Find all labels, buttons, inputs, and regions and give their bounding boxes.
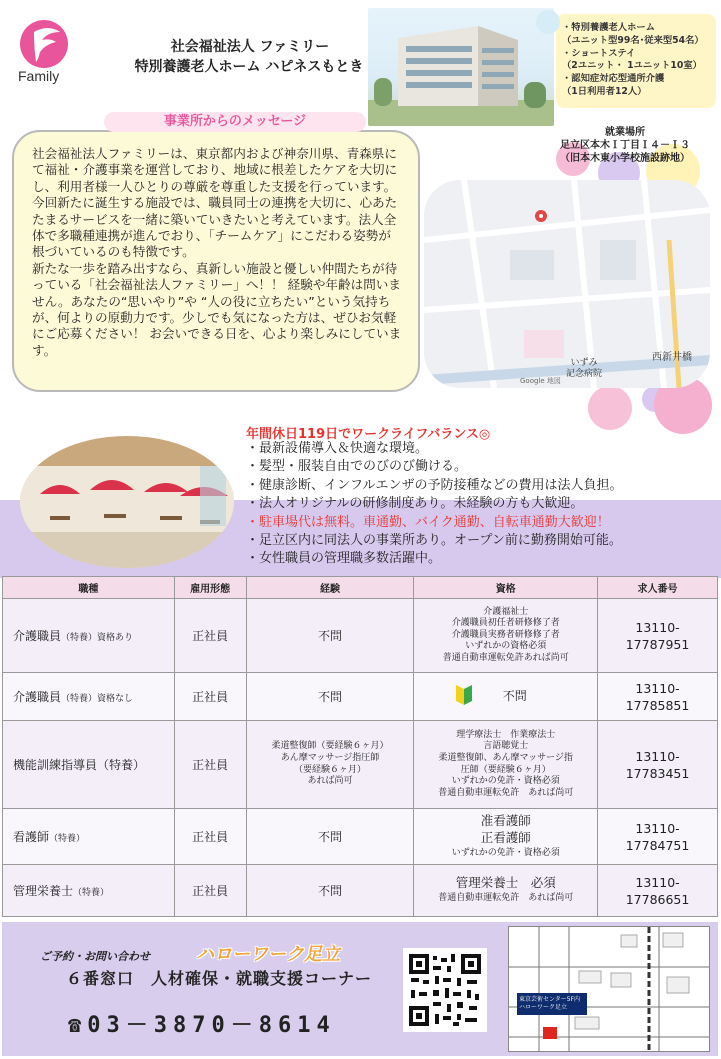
job-number-prefix: 13110- — [635, 748, 680, 764]
hellowork-name: ハローワーク足立 — [196, 944, 340, 965]
qr-code[interactable] — [403, 948, 487, 1032]
experience-line: あん摩マッサージ指圧師 — [280, 752, 380, 763]
qualification-main: 管理栄養士 必須 — [455, 875, 556, 891]
qualification-line: 介護職員実務者研修修了者 — [451, 629, 560, 640]
worklife-list — [246, 440, 622, 569]
phone-number[interactable]: ☎03－3870－8614 — [68, 1013, 336, 1038]
qualification-line: いずれかの免許・資格必須 — [451, 847, 560, 858]
service-line: ・ショートステイ — [562, 47, 636, 59]
map-callout-line: 東京芸術センター5F内 — [519, 996, 581, 1003]
experience-cell — [246, 721, 414, 809]
role-cell — [3, 599, 175, 673]
hellowork-map — [508, 926, 710, 1052]
org-name: 社会福祉法人 ファミリー — [170, 39, 330, 55]
message-title: 事業所からのメッセージ — [104, 112, 366, 132]
role-cell — [3, 721, 175, 809]
role-name: 介護職員 — [13, 690, 62, 704]
role-note: （特養） — [73, 888, 110, 898]
map-label-station: 西新井橋 — [652, 352, 692, 363]
role-note: （特養）資格なし — [61, 694, 134, 704]
qualification-cell — [414, 721, 598, 809]
table-row — [3, 865, 718, 917]
table-header-row — [3, 577, 718, 599]
worklife-item: ・法人オリジナルの研修制度あり。未経験の方も大歓迎。 — [246, 496, 584, 512]
job-number-cell — [598, 865, 718, 917]
job-number: 17785851 — [625, 697, 690, 713]
qualification-cell — [414, 809, 598, 865]
qualification-main: 正看護師 — [480, 829, 531, 845]
map-attribution: Google 地図 — [520, 377, 561, 385]
map-label-hospital — [566, 358, 602, 380]
job-number-prefix: 13110- — [635, 820, 680, 836]
job-number: 17784751 — [625, 837, 690, 853]
header-experience: 経験 — [246, 577, 414, 599]
map-label-hospital-line: いずみ — [570, 358, 598, 368]
experience-cell: 不問 — [246, 809, 414, 865]
table-row — [3, 599, 718, 673]
experience-line: 柔道整復師（要経験６ヶ月） — [271, 741, 389, 752]
role-note: （特養） — [49, 834, 86, 844]
job-number: 17783451 — [625, 765, 690, 781]
services-box — [556, 14, 716, 108]
type-cell: 正社員 — [174, 865, 246, 917]
experience-line: あれば尚可 — [307, 776, 353, 787]
map-label-hospital-line: 記念病院 — [566, 369, 603, 379]
experience-line: （要経験６ヶ月） — [293, 764, 366, 775]
qualification-main: 准看護師 — [480, 812, 531, 828]
job-number-cell — [598, 673, 718, 721]
role-name: 介護職員 — [13, 629, 62, 643]
job-number-prefix: 13110- — [635, 680, 680, 696]
table-row — [3, 721, 718, 809]
logo-wordmark: Family — [18, 68, 60, 84]
job-number-cell — [598, 721, 718, 809]
worklife-item: ・髪型・服装自由でのびのび働ける。 — [246, 459, 468, 475]
job-number: 17787951 — [625, 636, 690, 652]
header-type: 雇用形態 — [174, 577, 246, 599]
job-number-prefix: 13110- — [635, 619, 680, 635]
role-note: （特養）資格あり — [61, 633, 134, 643]
role-cell — [3, 865, 175, 917]
service-line: （1日利用者12人） — [562, 85, 647, 97]
family-logo-icon — [14, 18, 78, 70]
role-name: 管理栄養士 — [13, 884, 74, 898]
workplace-note: （旧本木東小学校施設跡地） — [560, 153, 690, 164]
qualification-line: 介護職員初任者研修修了者 — [451, 618, 560, 629]
experience-cell: 不問 — [246, 673, 414, 721]
map-callout-line: ハローワーク足立 — [519, 1004, 568, 1011]
role-cell — [3, 673, 175, 721]
role-name: 機能訓練指導員（特養） — [13, 758, 146, 772]
workplace-info — [540, 126, 710, 165]
job-number: 17786651 — [625, 891, 690, 907]
worklife-title: 年間休日119日でワークライフバランス◎ — [246, 427, 491, 442]
service-line: ・認知症対応型通所介護 — [562, 73, 665, 85]
qualification-line: 圧師（要経験６ヶ月） — [460, 764, 551, 775]
qualification-line: いずれかの資格必須 — [465, 641, 547, 652]
location-map — [424, 180, 710, 388]
qualification-cell — [414, 865, 598, 917]
contact-label: ご予約・お問い合わせ — [40, 950, 150, 963]
message-body: 新たな一歩を踏み出すなら、真新しい施設と優しい仲間たちが待っている「社会福祉法人ファミリー」へ！！ 経験や年齢は問いません。あなたの“思いやり”や “人の役に立ちたい”という気持ちが、何よりの原動力です。少しでも気になった方は、ぜひお気軽にご応募ください！ お会いできる日を、心より楽しみにしています。 — [32, 260, 402, 358]
qualification-line: 普通自動車運転免許あれば尚可 — [442, 652, 569, 663]
qualification-line: 普通自動車運転免許 あれば尚可 — [438, 893, 574, 904]
header-job-number: 求人番号 — [598, 577, 718, 599]
jobs-table — [2, 576, 718, 917]
job-number-cell — [598, 599, 718, 673]
qualification-line: 不問 — [502, 689, 527, 703]
type-cell: 正社員 — [174, 673, 246, 721]
type-cell: 正社員 — [174, 599, 246, 673]
worklife-item-highlight: ・駐車場代は無料。車通勤、バイク通勤、自転車通勤大歓迎！ — [246, 514, 610, 530]
job-number-prefix: 13110- — [635, 874, 680, 890]
qualification-line: 柔道整復師、あん摩マッサージ指 — [438, 752, 573, 763]
worklife-item: ・女性職員の管理職多数活躍中。 — [246, 551, 442, 567]
workplace-label: 就業場所 — [605, 127, 645, 138]
cafe-photo — [20, 436, 234, 568]
header-role: 職種 — [3, 577, 175, 599]
type-cell: 正社員 — [174, 721, 246, 809]
table-row — [3, 673, 718, 721]
worklife-item: ・健康診断、インフルエンザの予防接種などの費用は法人負担。 — [246, 477, 623, 493]
service-line: ・特別養護老人ホーム — [562, 22, 655, 33]
qualification-line: いずれかの免許・資格必須 — [451, 776, 560, 787]
service-line: （2ユニット・ 1ユニット10室） — [562, 60, 702, 72]
map-callout — [519, 996, 580, 1012]
facility-name: 特別養護老人ホーム ハピネスもとき — [134, 59, 364, 75]
decor-dot — [536, 10, 560, 34]
qualification-cell — [414, 599, 598, 673]
worklife-item: ・最新設備導入＆快適な環境。 — [246, 441, 429, 456]
type-cell: 正社員 — [174, 809, 246, 865]
contact-window: ６番窓口 人材確保・就職支援コーナー — [66, 969, 373, 988]
table-row — [3, 809, 718, 865]
role-name: 看護師 — [13, 830, 50, 844]
qualification-line: 理学療法士 作業療法士 — [456, 729, 556, 740]
message-box — [12, 130, 420, 392]
worklife-item: ・足立区内に同法人の事業所あり。オープン前に勤務開始可能。 — [246, 533, 622, 549]
workplace-address: 足立区本木Ｉ丁目Ｉ４－Ｉ３ — [560, 140, 690, 151]
qr-code-icon — [407, 952, 483, 1028]
message-body: 社会福祉法人ファミリーは、東京都内および神奈川県、青森県にて福祉・介護事業を運営しており、地域に根差したケアを大切にし、利用者様一人ひとりの尊厳を尊重した支援を行っています。今回新たに誕生する施設では、職員同士の連携を大切に、心あたたまるサービスを一緒に築いていきたいと考えています。法人全体で多職種連携が進んでおり、「チームケア」にこだわる姿勢が 根づいているのも特徴です。 — [32, 146, 398, 260]
experience-cell: 不問 — [246, 599, 414, 673]
qualification-line: 普通自動車運転免許 あれば尚可 — [438, 787, 574, 798]
header-qualification: 資格 — [414, 577, 598, 599]
qualification-line: 言語聴覚士 — [483, 741, 529, 752]
facility-building-photo — [368, 8, 554, 126]
beginner-mark-icon — [455, 684, 473, 709]
job-number-cell — [598, 809, 718, 865]
role-cell — [3, 809, 175, 865]
service-line: （ユニット型99名･従来型54名） — [562, 34, 704, 46]
qualification-cell — [414, 673, 598, 721]
qualification-line: 介護福祉士 — [483, 606, 529, 617]
decor-dot — [588, 386, 632, 430]
experience-cell: 不問 — [246, 865, 414, 917]
